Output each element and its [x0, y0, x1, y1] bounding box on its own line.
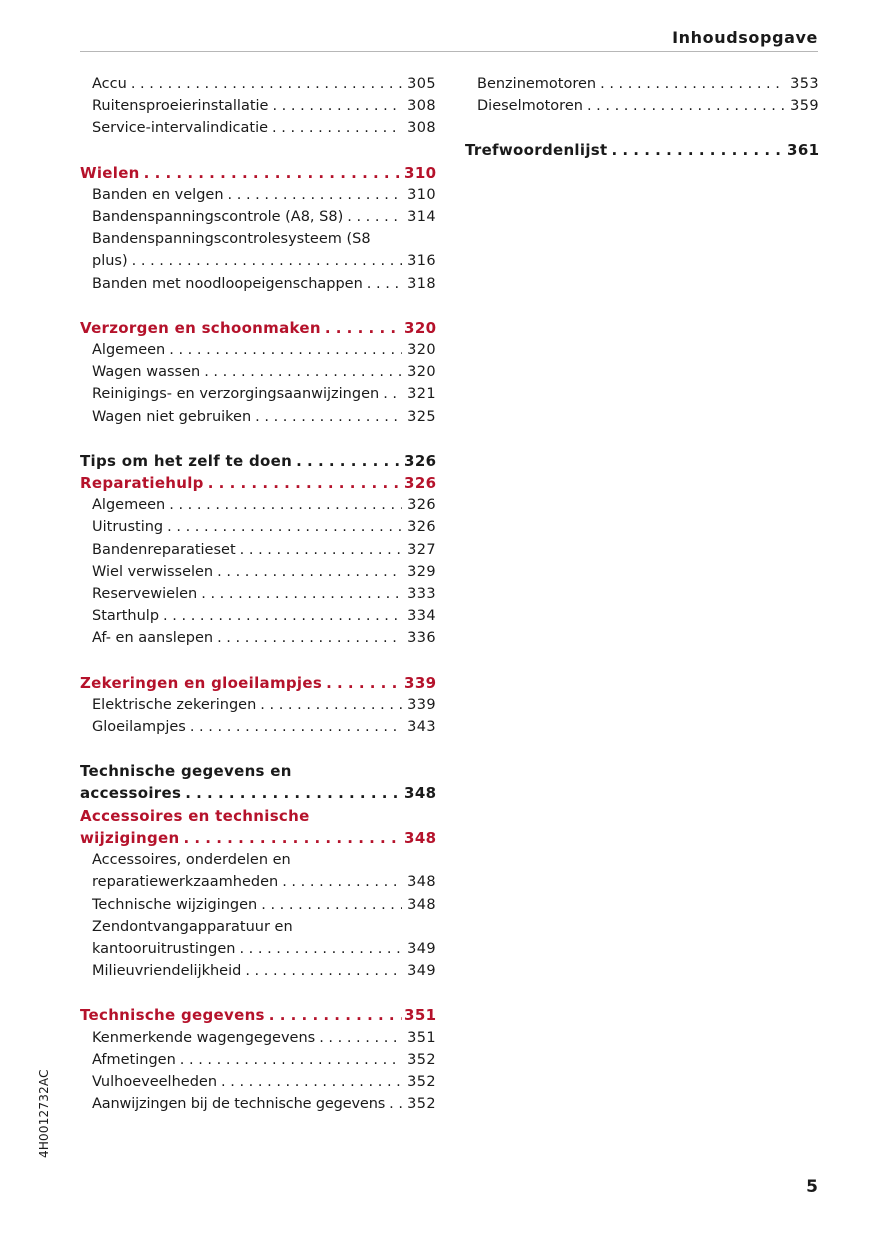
toc-page-number: 320	[407, 364, 436, 381]
toc-page-number: 320	[407, 342, 436, 359]
toc-entry-title: Ruitensproeierinstallatie	[92, 98, 269, 115]
toc-entry-title: Reinigings- en verzorgingsaanwijzingen	[92, 386, 380, 403]
toc-page-number: 348	[404, 784, 437, 803]
toc-entry-vulhoeveelheden[interactable]	[80, 1071, 436, 1093]
header-divider	[80, 51, 818, 52]
toc-entry-bandenspanningscontrolesysteem-s8-plus[interactable]	[80, 228, 436, 272]
toc-page-number: 327	[407, 541, 436, 558]
toc-page-number: 361	[787, 141, 820, 160]
toc-entry-af-en-aanslepen[interactable]	[80, 627, 436, 649]
dot-leader	[272, 95, 402, 117]
dot-leader	[600, 73, 785, 95]
toc-entry-bandenreparatieset[interactable]	[80, 539, 436, 561]
dot-leader	[389, 1093, 402, 1115]
toc-page-number: 348	[407, 896, 436, 913]
toc-section-reparatiehulp[interactable]	[80, 472, 436, 494]
toc-entry-title: Accessoires en technische	[80, 806, 310, 825]
toc-entry-accessoires-onderdelen-en-reparatiewerkzaamheden[interactable]	[80, 849, 436, 893]
toc-entry-title: Trefwoordenlijst	[465, 141, 608, 160]
dot-leader	[190, 716, 402, 738]
toc-entry-title: Starthulp	[92, 608, 160, 625]
toc-entry-title: Service-intervalindicatie	[92, 120, 269, 137]
toc-entry-reservewielen[interactable]	[80, 583, 436, 605]
toc-page-number: 325	[407, 408, 436, 425]
toc-entry-title: Accu	[92, 76, 127, 92]
toc-entry-title: Bandenspanningscontrole (A8, S8)	[92, 209, 344, 226]
dot-leader	[217, 627, 402, 649]
toc-page-number: 308	[407, 120, 436, 137]
toc-page-number: 314	[407, 209, 436, 226]
toc-entry-title: Algemeen	[92, 497, 166, 514]
toc-entry-title: plus)	[92, 253, 128, 270]
toc-page-number: 326	[407, 497, 436, 514]
dot-leader	[347, 206, 402, 228]
toc-page-number: 310	[404, 163, 437, 182]
toc-section-technische-gegevens[interactable]	[80, 1004, 436, 1026]
dot-leader	[217, 561, 402, 583]
dot-leader	[272, 117, 402, 139]
toc-entry-title: Vulhoeveelheden	[92, 1073, 218, 1090]
toc-entry-reinigings-en-verzorgingsaanwijzingen[interactable]	[80, 383, 436, 405]
dot-leader	[163, 605, 402, 627]
toc-page-number: 326	[404, 451, 437, 470]
toc-right-column	[465, 73, 819, 162]
toc-entry-afmetingen[interactable]	[80, 1049, 436, 1071]
toc-entry-bandenspanningscontrole-a8-s8[interactable]	[80, 206, 436, 228]
toc-entry-title: Benzinemotoren	[477, 76, 597, 92]
toc-entry-starthulp[interactable]	[80, 605, 436, 627]
dot-leader	[296, 450, 402, 472]
toc-page-number: 329	[407, 563, 436, 580]
dot-leader	[228, 184, 402, 206]
toc-entry-title: Afmetingen	[92, 1051, 176, 1068]
toc-page-number: 343	[407, 719, 436, 736]
toc-entry-title: Wagen niet gebruiken	[92, 408, 252, 425]
toc-page-number: 359	[790, 98, 819, 115]
dot-leader	[183, 827, 402, 849]
toc-page-number: 326	[404, 474, 437, 493]
dot-leader	[282, 871, 402, 893]
dot-leader	[221, 1071, 402, 1093]
toc-entry-title: wijzigingen	[80, 828, 180, 847]
dot-leader	[180, 1049, 402, 1071]
toc-entry-title: Wielen	[80, 163, 140, 182]
dot-leader	[169, 494, 402, 516]
toc-section-wielen[interactable]	[80, 162, 436, 184]
toc-entry-title: Zekeringen en gloeilampjes	[80, 673, 323, 692]
dot-leader	[325, 317, 402, 339]
toc-entry-milieuvriendelijkheid[interactable]	[80, 960, 436, 982]
toc-entry-title: Bandenreparatieset	[92, 541, 236, 558]
dot-leader	[239, 938, 402, 960]
toc-entry-title: Technische wijzigingen	[92, 896, 258, 913]
toc-page-number: 349	[407, 963, 436, 980]
toc-page-number: 326	[407, 519, 436, 536]
toc-entry-title: Wagen wassen	[92, 364, 201, 381]
toc-entry-title: Algemeen	[92, 342, 166, 359]
toc-entry-elektrische-zekeringen[interactable]	[80, 694, 436, 716]
dot-leader	[319, 1027, 402, 1049]
toc-entry-accu[interactable]	[80, 73, 436, 95]
toc-page-number: 308	[407, 98, 436, 115]
page-header-title: Inhoudsopgave	[672, 28, 818, 47]
toc-entry-benzinemotoren[interactable]	[465, 73, 819, 95]
toc-entry-title: reparatiewerkzaamheden	[92, 874, 279, 891]
toc-page-number: 321	[407, 386, 436, 403]
toc-page-number: 339	[407, 696, 436, 713]
toc-entry-service-intervalindicatie[interactable]	[80, 117, 436, 139]
toc-entry-dieselmotoren[interactable]	[465, 95, 819, 117]
document-code: 4H0012732AC	[37, 1069, 51, 1158]
toc-entry-title: Aanwijzingen bij de technische gegevens	[92, 1096, 386, 1113]
toc-page-number: 320	[404, 318, 437, 337]
dot-leader	[208, 472, 402, 494]
dot-leader	[245, 960, 402, 982]
toc-page-number: 349	[407, 940, 436, 957]
dot-leader	[260, 694, 402, 716]
toc-entry-title: Kenmerkende wagengegevens	[92, 1029, 316, 1046]
toc-entry-title: Gloeilampjes	[92, 719, 186, 736]
toc-entry-title: Dieselmotoren	[477, 98, 583, 115]
toc-entry-algemeen[interactable]	[80, 339, 436, 361]
toc-entry-title: Elektrische zekeringen	[92, 696, 257, 713]
toc-entry-title: Reservewielen	[92, 586, 198, 603]
toc-entry-gloeilampjes[interactable]	[80, 716, 436, 738]
dot-leader	[255, 406, 402, 428]
toc-entry-title: Bandenspanningscontrolesysteem (S8	[92, 231, 371, 248]
toc-section-tips-om-het-zelf-te-doen[interactable]	[80, 450, 436, 472]
toc-page-number: 310	[407, 186, 436, 203]
dot-leader	[131, 73, 402, 95]
toc-page-number: 348	[404, 828, 437, 847]
dot-leader	[269, 1004, 402, 1026]
toc-entry-banden-met-noodloopeigenschappen[interactable]	[80, 273, 436, 295]
dot-leader	[185, 782, 402, 804]
toc-entry-wagen-niet-gebruiken[interactable]	[80, 406, 436, 428]
toc-entry-zendontvangapparatuur-en-kantooruitrustingen[interactable]	[80, 916, 436, 960]
toc-entry-title: accessoires	[80, 784, 182, 803]
toc-entry-title: Zendontvangapparatuur en	[92, 918, 293, 935]
toc-entry-title: Reparatiehulp	[80, 474, 204, 493]
toc-entry-aanwijzingen-bij-de-technische-gegevens[interactable]	[80, 1093, 436, 1115]
toc-entry-algemeen[interactable]	[80, 494, 436, 516]
toc-entry-title: Verzorgen en schoonmaken	[80, 318, 321, 337]
dot-leader	[611, 139, 785, 161]
dot-leader	[201, 583, 402, 605]
toc-entry-kenmerkende-wagengegevens[interactable]	[80, 1027, 436, 1049]
toc-section-verzorgen-en-schoonmaken[interactable]	[80, 317, 436, 339]
toc-page-number: 352	[407, 1073, 436, 1090]
dot-leader	[587, 95, 785, 117]
toc-entry-title: kantooruitrustingen	[92, 940, 236, 957]
toc-entry-wagen-wassen[interactable]	[80, 361, 436, 383]
toc-page-number: 333	[407, 586, 436, 603]
dot-leader	[169, 339, 402, 361]
dot-leader	[383, 383, 402, 405]
toc-entry-title: Wiel verwisselen	[92, 563, 214, 580]
toc-page-number: 305	[407, 76, 436, 92]
toc-entry-title: Uitrusting	[92, 519, 164, 536]
toc-entry-title: Technische gegevens	[80, 1006, 265, 1025]
toc-page-number: 318	[407, 275, 436, 292]
dot-leader	[144, 162, 402, 184]
toc-entry-wiel-verwisselen[interactable]	[80, 561, 436, 583]
toc-section-trefwoordenlijst[interactable]	[465, 139, 819, 161]
toc-page-number: 339	[404, 673, 437, 692]
toc-entry-title: Banden met noodloopeigenschappen	[92, 275, 363, 292]
toc-entry-title: Banden en velgen	[92, 186, 224, 203]
dot-leader	[367, 273, 402, 295]
toc-left-column	[80, 73, 436, 1115]
toc-entry-title: Af- en aanslepen	[92, 630, 214, 647]
toc-entry-title: Milieuvriendelijkheid	[92, 963, 242, 980]
toc-section-technische-gegevens-en-accessoires[interactable]	[80, 760, 436, 804]
dot-leader	[204, 361, 402, 383]
toc-entry-uitrusting[interactable]	[80, 516, 436, 538]
toc-page-number: 351	[407, 1029, 436, 1046]
toc-entry-technische-wijzigingen[interactable]	[80, 894, 436, 916]
toc-page-number: 348	[407, 874, 436, 891]
toc-page-number: 353	[790, 76, 819, 92]
dot-leader	[326, 672, 402, 694]
toc-entry-title: Accessoires, onderdelen en	[92, 852, 291, 869]
dot-leader	[132, 250, 402, 272]
page-number: 5	[806, 1177, 818, 1197]
dot-leader	[240, 539, 402, 561]
toc-page-number: 336	[407, 630, 436, 647]
dot-leader	[261, 894, 402, 916]
toc-page-number: 351	[404, 1006, 437, 1025]
toc-entry-banden-en-velgen[interactable]	[80, 184, 436, 206]
toc-section-zekeringen-en-gloeilampjes[interactable]	[80, 672, 436, 694]
toc-page-number: 316	[407, 253, 436, 270]
toc-section-accessoires-en-technische-wijzigingen[interactable]	[80, 805, 436, 849]
toc-page-number: 334	[407, 608, 436, 625]
toc-entry-ruitensproeierinstallatie[interactable]	[80, 95, 436, 117]
toc-entry-title: Tips om het zelf te doen	[80, 451, 293, 470]
dot-leader	[167, 516, 402, 538]
toc-page-number: 352	[407, 1051, 436, 1068]
toc-entry-title: Technische gegevens en	[80, 762, 292, 781]
toc-page-number: 352	[407, 1096, 436, 1113]
